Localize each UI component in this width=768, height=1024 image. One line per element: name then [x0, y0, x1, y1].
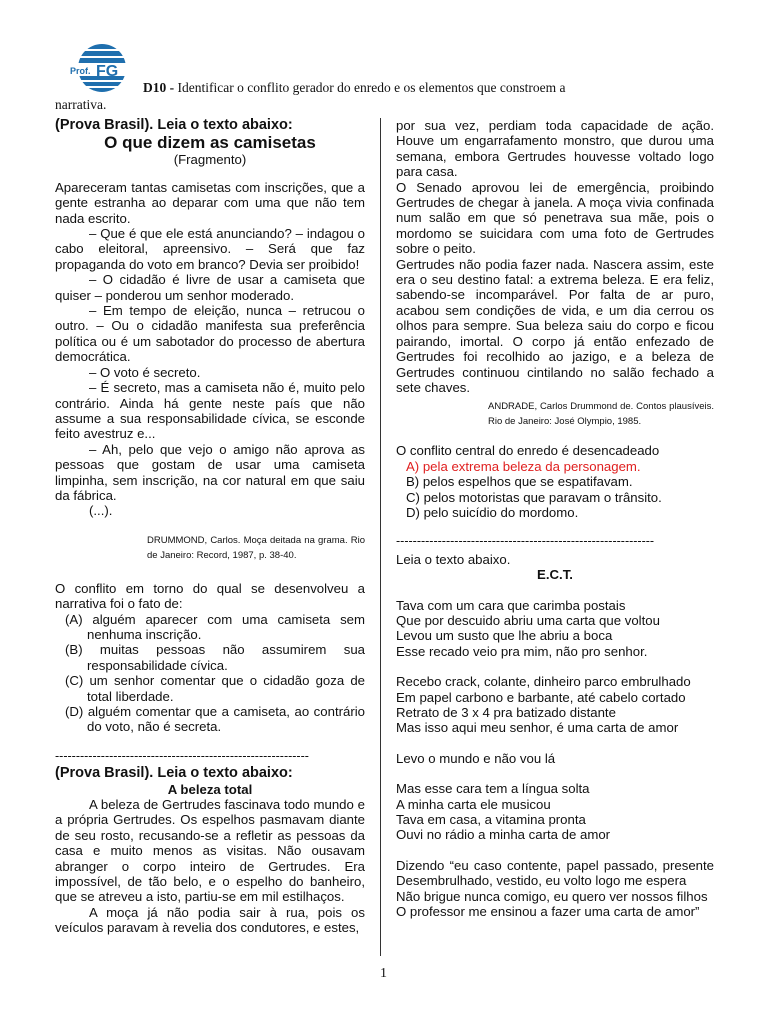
- lyric-line: Tava com um cara que carimba postais: [396, 597, 626, 613]
- lyric-line: Dizendo “eu caso contente, papel passado, presente Desembrulhado, vestido, eu volto logo me espera: [396, 857, 714, 889]
- lyric-line: Não brigue nunca comigo, eu quero ver nossos filhos: [396, 888, 708, 904]
- lyric-line: O professor me ensinou a fazer uma carta de amor”: [396, 904, 700, 920]
- lyric-line: Levou um susto que lhe abriu a boca: [396, 628, 613, 644]
- answer-option-a: (A) alguém aparecer com uma camiseta sem nenhuma inscrição.: [65, 611, 365, 642]
- answer-option-c: (C) um senhor comentar que o cidadão goza de total liberdade.: [65, 673, 365, 704]
- column-divider: [380, 118, 381, 956]
- song-title: E.C.T.: [537, 567, 573, 583]
- descriptor-text-cont: narrativa.: [55, 97, 107, 112]
- descriptor-text: Identificar o conflito gerador do enredo e os elementos que constroem a: [177, 80, 566, 95]
- lyric-line: Em papel carbono e barbante, até cabelo cortado: [396, 689, 686, 705]
- paragraph: – O cidadão é livre de usar a camiseta que quiser – ponderou um senhor moderado.: [55, 272, 365, 303]
- answer-option-a-correct: A) pela extrema beleza da personagem.: [406, 458, 641, 474]
- paragraph: – Que é que ele está anunciando? – indagou o cabo eleitoral, apreensivo. – Será que faz propaganda do voto em branco? Devia ser proibido!: [55, 226, 365, 272]
- text-title: A beleza total: [167, 781, 253, 797]
- lyric-line: Recebo crack, colante, dinheiro parco embrulhado: [396, 674, 691, 690]
- lyric-line: Ouvi no rádio a minha carta de amor: [396, 827, 611, 843]
- paragraph: – O voto é secreto.: [89, 364, 201, 380]
- paragraph: Gertrudes não podia fazer nada. Nascera assim, este era o seu destino fatal: a extrema beleza. E era feliz, sabendo-se incomparável. Por falta de ar puro, acabou sem condições de vida, e um dia cerrou os olhos para sempre. Sua beleza saiu do corpo e ficou pairando, imortal. O corpo já então enfezado de Gertrudes foi recolhido ao jazigo, e a beleza de Gertrudes continuou cintilando no salão fechado a sete chaves.: [396, 256, 714, 395]
- descriptor-code: D10 -: [143, 80, 175, 95]
- text-subtitle: (Fragmento): [173, 152, 247, 168]
- paragraph: Apareceram tantas camisetas com inscrições, que a gente estranha ao deparar com uma que não tem nada escrito.: [55, 179, 365, 226]
- answer-option-b: (B) muitas pessoas não assumirem sua responsabilidade cívica.: [65, 642, 365, 673]
- lyric-line: Retrato de 3 x 4 pra batizado distante: [396, 705, 616, 720]
- answer-option-d: (D) alguém comentar que a camiseta, ao contrário do voto, não é secreta.: [65, 704, 365, 735]
- paragraph: – Ah, pelo que vejo o amigo não aprova as pessoas que gostam de usar uma camiseta limpinha, sem inscrição, na cor natural em que saiu da fábrica.: [55, 441, 365, 503]
- section-heading: (Prova Brasil). Leia o texto abaixo:: [55, 765, 293, 782]
- lyric-line: Levo o mundo e não vou lá: [396, 750, 556, 766]
- paragraph: A moça já não podia sair à rua, pois os veículos paravam à revelia dos condutores, e estes,: [55, 904, 365, 936]
- descriptor-header: [55, 79, 715, 113]
- answer-option-c: C) pelos motoristas que paravam o trânsito.: [406, 489, 662, 505]
- page-number: 1: [380, 966, 387, 981]
- instruction: Leia o texto abaixo.: [396, 551, 511, 567]
- paragraph: – Em tempo de eleição, nunca – retrucou o outro. – Ou o cidadão manifesta sua preferência política ou é um sabotador do processo de abertura democrática.: [55, 303, 365, 365]
- bibliographic-reference: ANDRADE, Carlos Drummond de. Contos plausíveis. Rio de Janeiro: José Olympio, 1985.: [488, 401, 714, 428]
- lyric-line: A minha carta ele musicou: [396, 796, 551, 812]
- paragraph: (...).: [89, 503, 113, 519]
- separator-line: --------------------------------------------------------------: [396, 534, 655, 549]
- paragraph: – É secreto, mas a camiseta não é, muito pelo contrário. Ainda há gente neste país que não assume a sua responsabilidade cívica, se esconde feito avestruz e...: [55, 380, 365, 442]
- section-heading: (Prova Brasil). Leia o texto abaixo:: [55, 117, 293, 133]
- separator-line: -------------------------------------------------------------: [55, 748, 309, 763]
- lyric-line: Tava em casa, a vitamina pronta: [396, 812, 586, 828]
- svg-text:Prof.: Prof.: [70, 66, 91, 76]
- lyric-line: Mas isso aqui meu senhor, é uma carta de amor: [396, 720, 679, 736]
- text-title: O que dizem as camisetas: [104, 133, 316, 153]
- left-column: [55, 118, 365, 936]
- right-column: [396, 118, 714, 919]
- answer-option-d: D) pelo suicídio do mordomo.: [406, 504, 579, 520]
- svg-text:FG: FG: [96, 63, 119, 80]
- paragraph: A beleza de Gertrudes fascinava todo mundo e a própria Gertrudes. Os espelhos pasmavam diante de seu rosto, recusando-se a refletir as pessoas da casa e muito menos as visitas. Não ousavam abranger o corpo inteiro de Gertrudes. Era impossível, de tão belo, e o espelho do banheiro, que se atreveu a isto, partiu-se em mil estilhaços.: [55, 797, 365, 905]
- paragraph: O Senado aprovou lei de emergência, proibindo Gertrudes de chegar à janela. A moça vivia confinada num salão em que só penetrava sua mãe, pois o mordomo se suicidara com uma foto de Gertrudes sobre o peito.: [396, 179, 714, 257]
- question-stem: O conflito central do enredo é desencadeado: [396, 443, 660, 459]
- paragraph: por sua vez, perdiam toda capacidade de ação. Houve um engarrafamento monstro, que durou uma semana, embora Gertrudes houvesse voltado logo para casa.: [396, 118, 714, 180]
- lyric-line: Mas esse cara tem a língua solta: [396, 781, 590, 797]
- lyric-line: Esse recado veio pra mim, não pro senhor.: [396, 643, 648, 659]
- lyric-line: Que por descuido abriu uma carta que voltou: [396, 612, 660, 628]
- question-stem: O conflito em torno do qual se desenvolveu a narrativa foi o fato de:: [55, 580, 365, 612]
- answer-option-b: B) pelos espelhos que se espatifavam.: [406, 474, 633, 490]
- bibliographic-reference: DRUMMOND, Carlos. Moça deitada na grama. Rio de Janeiro: Record, 1987, p. 38-40.: [147, 534, 365, 561]
